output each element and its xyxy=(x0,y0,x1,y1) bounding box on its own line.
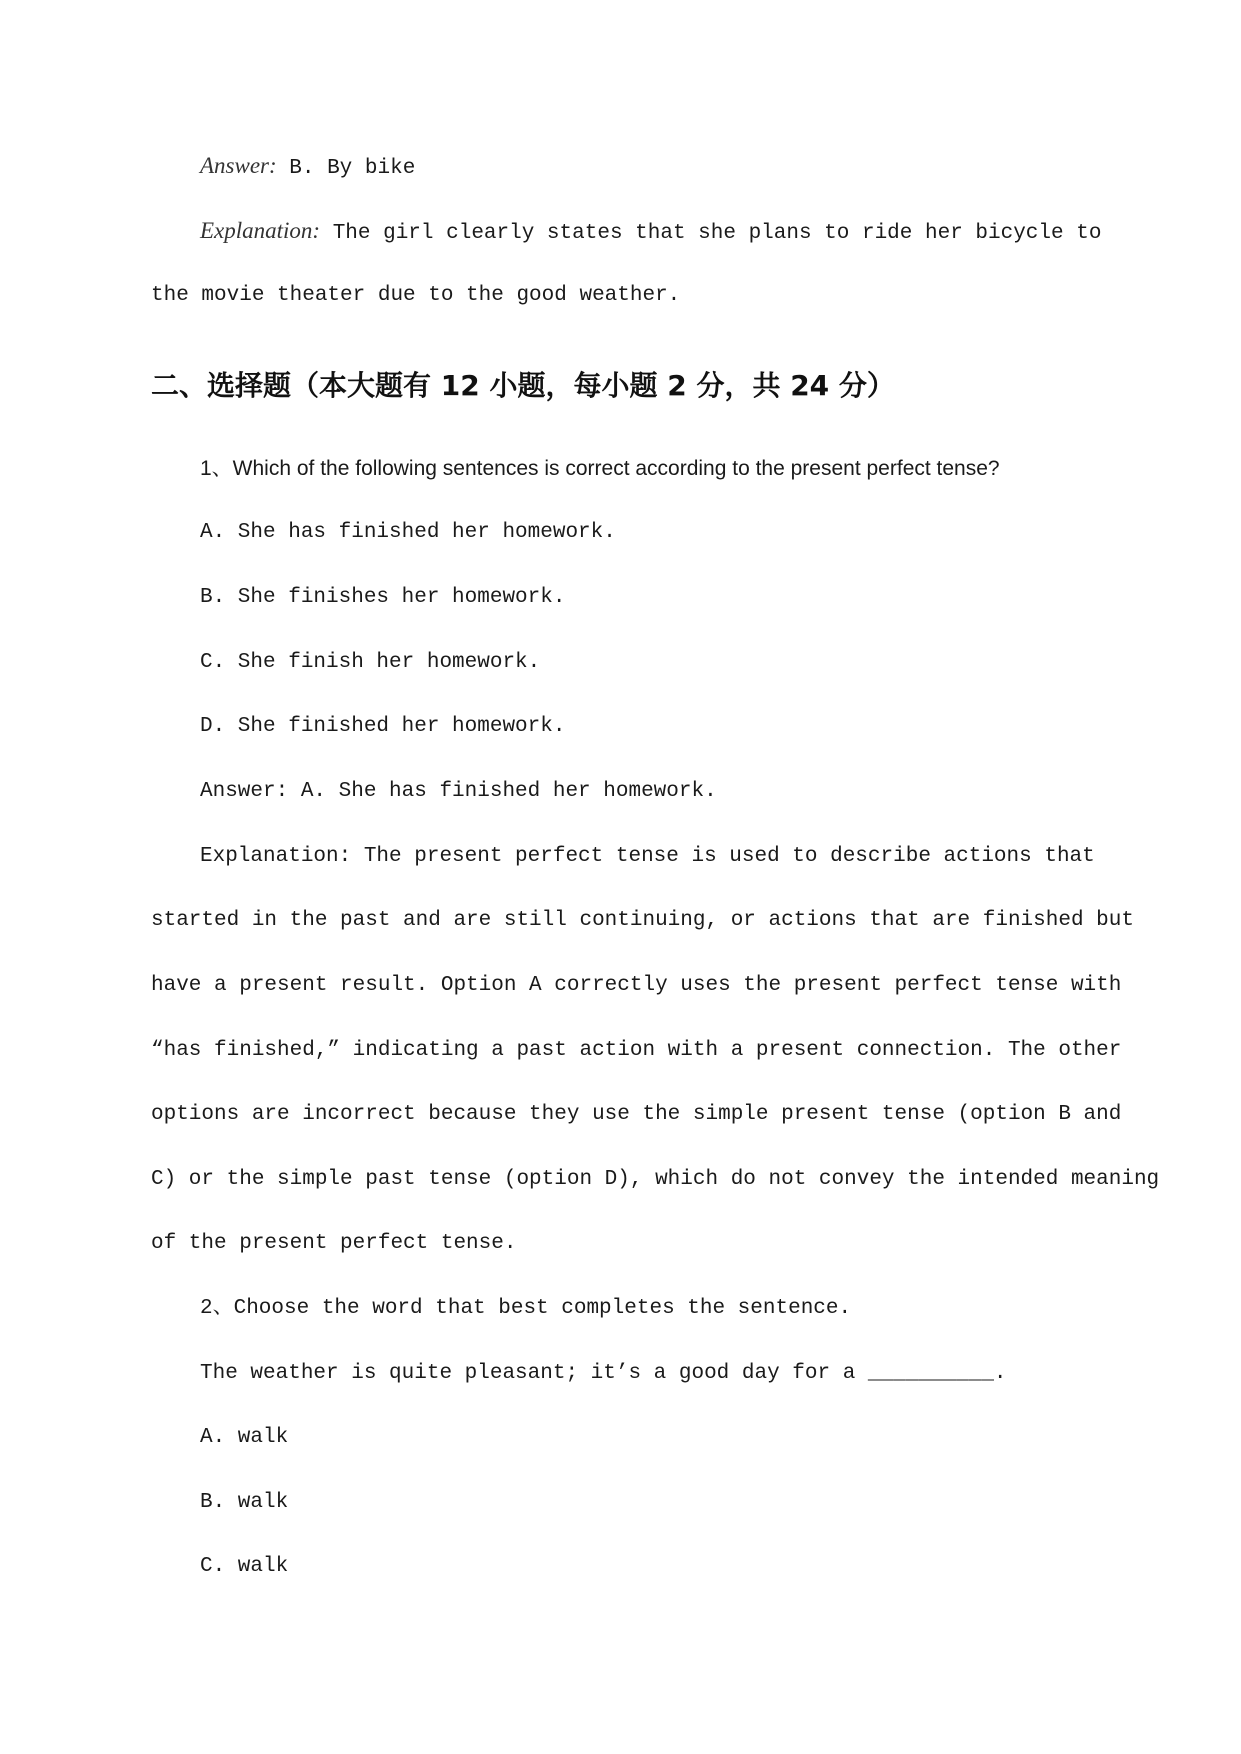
q1-explanation-line-1: Explanation: The present perfect tense is used to describe actions that xyxy=(200,845,1095,868)
answer-label: Answer: xyxy=(200,153,277,178)
q2-option-a: A. walk xyxy=(200,1426,289,1449)
q2-stem: 2、Choose the word that best completes the sentence. xyxy=(200,1297,852,1320)
q1-option-d: D. She finished her homework. xyxy=(200,715,566,738)
prev-explanation-line-1 xyxy=(200,216,1102,246)
prev-explanation-line-2: the movie theater due to the good weather. xyxy=(151,284,681,307)
q2-option-b: B. walk xyxy=(200,1491,289,1514)
q1-explanation-line-4: “has finished,” indicating a past action with a present connection. The other xyxy=(151,1039,1122,1062)
prev-answer-line xyxy=(200,151,415,181)
q1-answer: Answer: A. She has finished her homework. xyxy=(200,780,717,803)
q1-explanation-line-3: have a present result. Option A correctly uses the present perfect tense with xyxy=(151,974,1122,997)
section-heading: 二、选择题（本大题有 12 小题，每小题 2 分，共 24 分） xyxy=(151,369,895,402)
q1-option-b: B. She finishes her homework. xyxy=(200,586,566,609)
q1-explanation-line-7: of the present perfect tense. xyxy=(151,1232,517,1255)
q1-option-c: C. She finish her homework. xyxy=(200,651,541,674)
explanation-text-1: The girl clearly states that she plans to ride her bicycle to xyxy=(320,222,1102,245)
q1-stem: 1、Which of the following sentences is correct according to the present perfect tense? xyxy=(200,457,1000,480)
explanation-label: Explanation: xyxy=(200,218,321,243)
q1-explanation-line-6: C) or the simple past tense (option D), which do not convey the intended meaning xyxy=(151,1168,1160,1191)
q1-option-a: A. She has finished her homework. xyxy=(200,521,616,544)
answer-text: B. By bike xyxy=(276,157,416,180)
q2-sentence: The weather is quite pleasant; it’s a good day for a __________. xyxy=(200,1362,1007,1385)
q1-explanation-line-5: options are incorrect because they use the simple present tense (option B and xyxy=(151,1103,1122,1126)
q1-explanation-line-2: started in the past and are still continuing, or actions that are finished but xyxy=(151,909,1134,932)
q2-option-c: C. walk xyxy=(200,1555,289,1578)
